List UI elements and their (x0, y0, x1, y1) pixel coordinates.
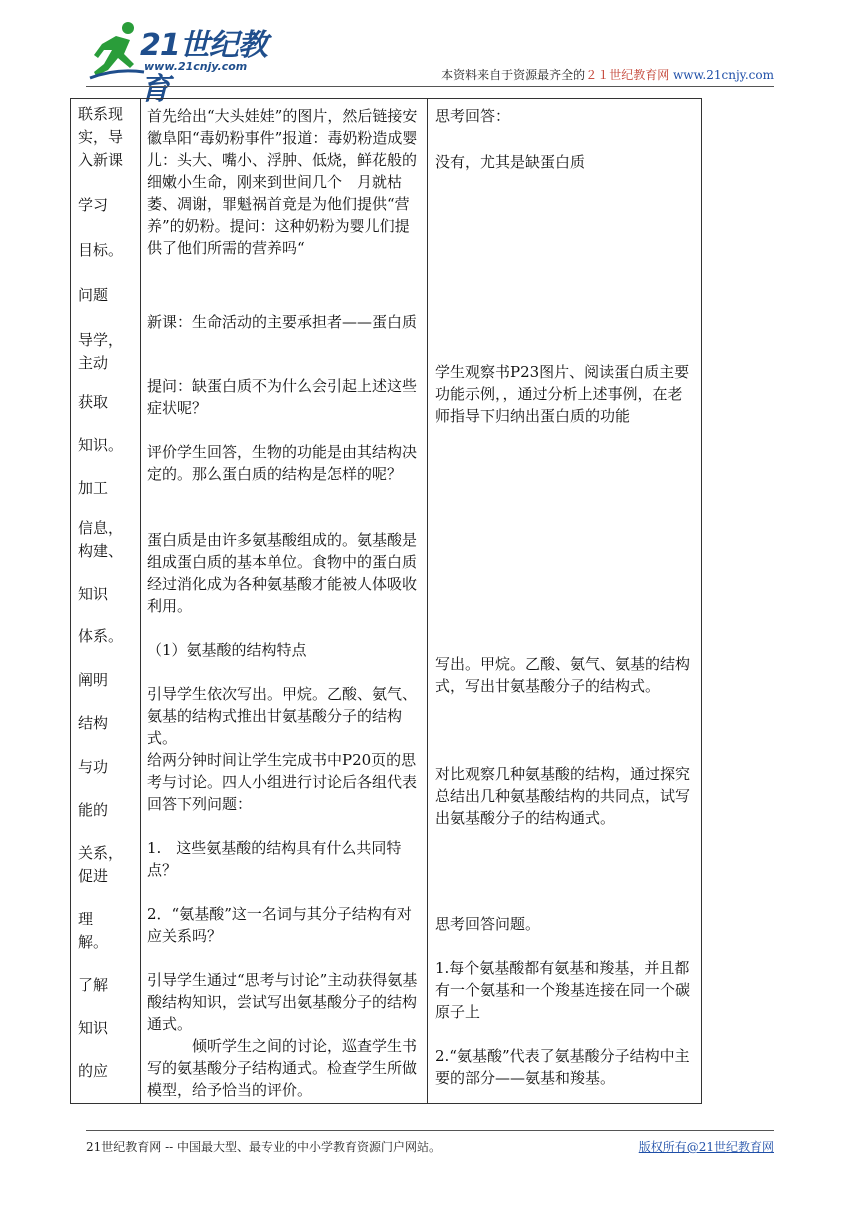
student-paragraph: 没有，尤其是缺蛋白质 (435, 153, 586, 171)
stage-text: 入新课 (78, 151, 124, 169)
column-divider (140, 99, 141, 1103)
header-note-prefix: 本资料来自于资源最齐全的 (441, 68, 586, 82)
footer-tagline: 21世纪教育网 -- 中国最大型、最专业的中小学教育资源门户网站。 (86, 1140, 442, 1154)
stage-text: 主动 (78, 354, 109, 372)
logo-text: 21世纪教育 (140, 28, 267, 107)
stage-text: 目标。 (78, 241, 124, 259)
stage-text: 获取 (78, 393, 109, 411)
header-note (441, 66, 774, 83)
column-divider (427, 99, 428, 1103)
footer-divider (86, 1130, 774, 1131)
stage-text: 知识。 (78, 436, 124, 454)
header-note-site[interactable]: ２１世纪教育网 (585, 68, 670, 82)
stage-text: 阐明 (78, 671, 109, 689)
footer-copyright-link[interactable]: 版权所有@21世纪教育网 (638, 1140, 774, 1154)
student-paragraph: 2.“氨基酸”代表了氨基酸分子结构中主要的部分——氨基和羧基。 (435, 1047, 690, 1087)
stage-text: 的应 (78, 1062, 109, 1080)
stage-text: 知识 (78, 585, 109, 603)
stage-text: 问题 (78, 286, 109, 304)
teacher-paragraph: 首先给出“大头娃娃”的图片，然后链接安徽阜阳“毒奶粉事件”报道：毒奶粉造成婴儿：头大、嘴小、浮肿、低烧，鲜花般的细嫩小生命，刚来到世间几个 月就枯萎、凋谢，罪魁祸首竟是为他们提供“营养”的奶粉。提问：这种奶粉为婴儿们提供了他们所需的营养吗“ (147, 107, 418, 257)
student-paragraph: 思考回答问题。 (435, 915, 541, 933)
stage-text: 联系现 (78, 105, 124, 123)
stage-text: 关系， (78, 844, 124, 862)
stage-text: 信息， (78, 519, 124, 537)
student-paragraph: 写出。甲烷。乙酸、氨气、氨基的结构式，写出甘氨基酸分子的结构式。 (435, 655, 691, 695)
student-paragraph: 1.每个氨基酸都有氨基和羧基，并且都有一个氨基和一个羧基连接在同一个碳原子上 (435, 959, 691, 1021)
teacher-paragraph: （1）氨基酸的结构特点 (147, 641, 307, 659)
stage-text: 结构 (78, 714, 109, 732)
stage-text: 导学， (78, 331, 124, 349)
stage-text: 实，导 (78, 128, 124, 146)
page-header (0, 0, 860, 107)
stage-text: 理 (78, 910, 94, 928)
teacher-paragraph: 倾听学生之间的讨论，巡查学生书写的氨基酸分子结构通式。检查学生所做模型，给予恰当的评价。 (147, 1037, 418, 1099)
header-divider (86, 86, 774, 87)
teacher-paragraph: 新课：生命活动的主要承担者——蛋白质 (147, 313, 418, 331)
student-paragraph: 对比观察几种氨基酸的结构，通过探究总结出几种氨基酸结构的共同点，试写出氨基酸分子的结构通式。 (435, 765, 691, 827)
student-paragraph: 学生观察书P23图片、阅读蛋白质主要功能示例，，通过分析上述事例，在老师指导下归纳出蛋白质的功能 (435, 363, 690, 425)
stage-text: 解。 (78, 933, 109, 951)
stage-text: 体系。 (78, 627, 124, 645)
teacher-paragraph: 评价学生回答，生物的功能是由其结构决定的。那么蛋白质的结构是怎样的呢？ (147, 443, 418, 483)
stage-text: 能的 (78, 801, 109, 819)
logo-url: www.21cnjy.com (144, 60, 248, 73)
student-paragraph: 思考回答： (435, 107, 511, 125)
stage-text: 构建、 (78, 542, 124, 560)
stage-text: 知识 (78, 1019, 109, 1037)
lesson-table (70, 98, 702, 1104)
teacher-paragraph: 提问：缺蛋白质不为什么会引起上述这些症状呢？ (147, 377, 418, 417)
stage-text: 与功 (78, 758, 109, 776)
teacher-paragraph: 给两分钟时间让学生完成书中P20页的思考与讨论。四人小组进行讨论后各组代表回答下列问题： (147, 751, 418, 813)
header-note-url[interactable]: www.21cnjy.com (673, 68, 774, 82)
teacher-paragraph: 1. 这些氨基酸的结构具有什么共同特点？ (147, 839, 402, 879)
stage-text: 学习 (78, 196, 109, 214)
teacher-paragraph: 蛋白质是由许多氨基酸组成的。氨基酸是组成蛋白质的基本单位。食物中的蛋白质经过消化成为各种氨基酸才能被人体吸收利用。 (147, 531, 418, 615)
stage-text: 了解 (78, 976, 109, 994)
site-logo[interactable] (86, 20, 286, 107)
stage-text: 加工 (78, 479, 109, 497)
runner-icon (86, 20, 146, 82)
teacher-paragraph: 引导学生通过“思考与讨论”主动获得氨基酸结构知识，尝试写出氨基酸分子的结构通式。 (147, 971, 418, 1033)
stage-text: 促进 (78, 867, 109, 885)
teacher-paragraph: 2．“氨基酸”这一名词与其分子结构有对应关系吗？ (147, 905, 412, 945)
teacher-paragraph: 引导学生依次写出。甲烷。乙酸、氨气、氨基的结构式推出甘氨基酸分子的结构式。 (147, 685, 418, 747)
